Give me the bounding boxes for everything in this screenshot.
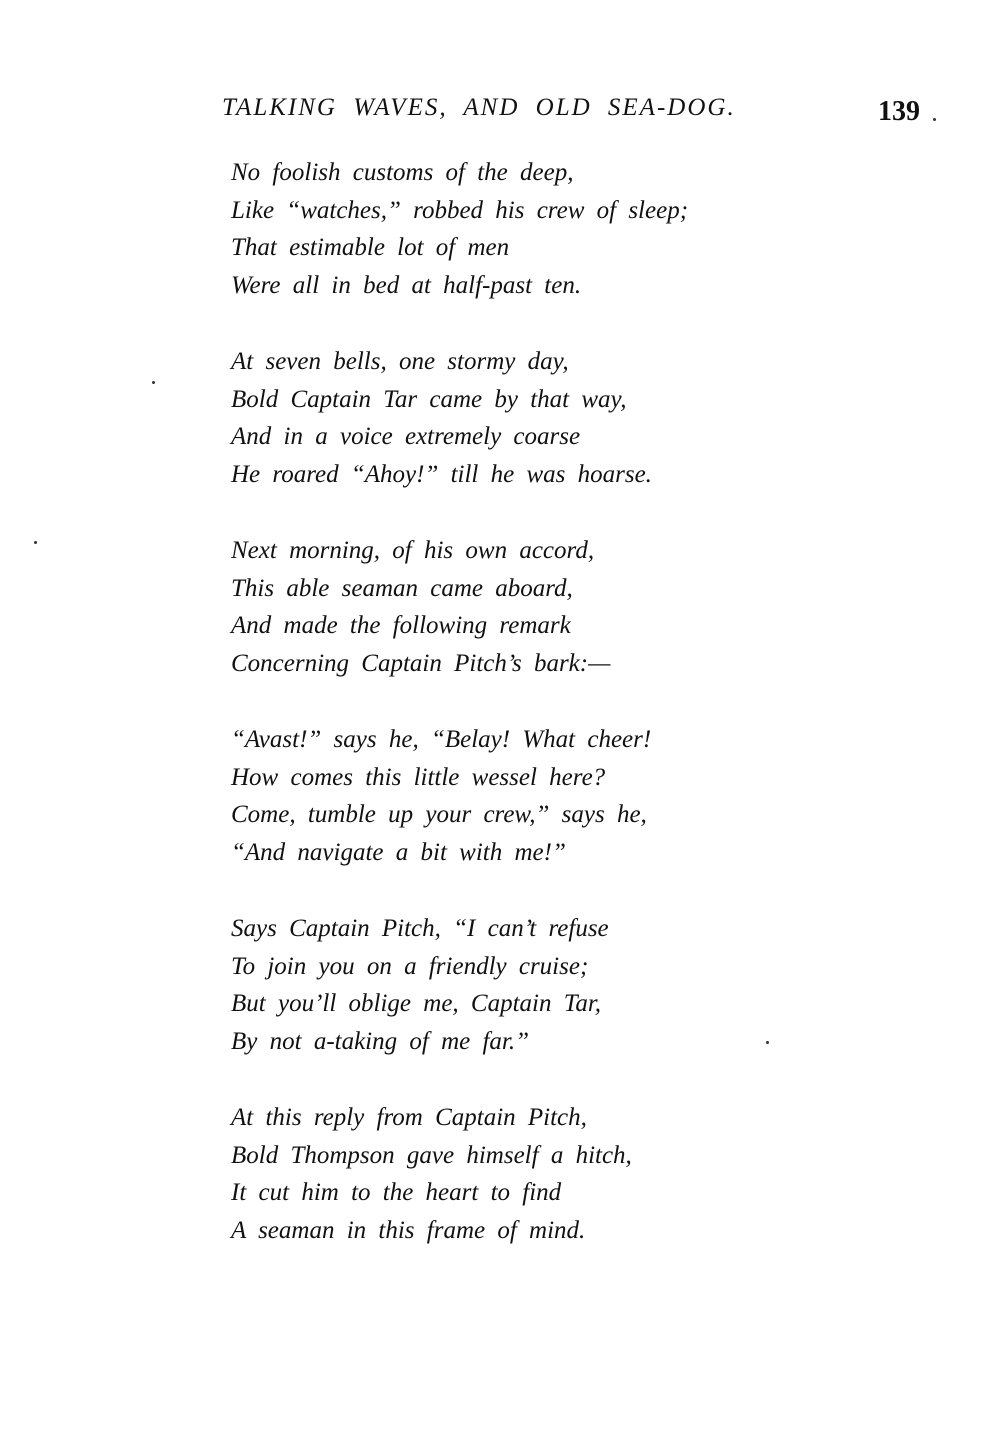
verse-line: “And navigate a bit with me!” (231, 838, 566, 866)
verse-line: It cut him to the heart to find (231, 1179, 562, 1206)
scan-speck (34, 541, 37, 544)
verse-line: Concerning Captain Pitch’s bark:— (231, 649, 611, 677)
stanza (231, 343, 851, 493)
page-number: 139 (878, 96, 920, 127)
scan-speck (933, 118, 936, 121)
verse-line: How comes this little wessel here? (231, 763, 606, 791)
verse-line: No foolish customs of the deep, (231, 159, 574, 186)
verse-line: By not a-taking of me far.” (231, 1027, 530, 1055)
verse-line: Next morning, of his own accord, (231, 537, 595, 564)
verse-line: Bold Captain Tar came by that way, (231, 385, 627, 413)
verse-line: A seaman in this frame of mind. (231, 1216, 586, 1244)
verse-line: To join you on a friendly cruise; (231, 952, 589, 980)
stanza (231, 910, 851, 1060)
verse-line: Come, tumble up your crew,” says he, (231, 801, 647, 828)
stanza (231, 1099, 851, 1249)
verse-line: “Avast!” says he, “Belay! What cheer! (231, 726, 652, 753)
verse-line: At seven bells, one stormy day, (231, 348, 569, 375)
verse-line: And made the following remark (231, 612, 571, 639)
verse-line: He roared “Ahoy!” till he was hoarse. (231, 460, 652, 488)
poem (231, 154, 851, 1288)
verse-line: Like “watches,” robbed his crew of sleep; (231, 196, 689, 224)
running-title: TALKING WAVES, AND OLD SEA-DOG. (222, 94, 736, 121)
stanza (231, 154, 851, 304)
stanza (231, 532, 851, 682)
verse-line: Were all in bed at half-past ten. (231, 271, 582, 299)
scan-speck (766, 1041, 769, 1044)
stanza (231, 721, 851, 871)
verse-line: And in a voice extremely coarse (231, 423, 581, 450)
verse-line: Says Captain Pitch, “I can’t refuse (231, 915, 609, 942)
verse-line: That estimable lot of men (231, 234, 510, 261)
verse-line: But you’ll oblige me, Captain Tar, (231, 990, 602, 1017)
verse-line: At this reply from Captain Pitch, (231, 1104, 587, 1131)
verse-line: This able seaman came aboard, (231, 574, 573, 602)
verse-line: Bold Thompson gave himself a hitch, (231, 1141, 632, 1169)
scan-speck (152, 381, 155, 384)
